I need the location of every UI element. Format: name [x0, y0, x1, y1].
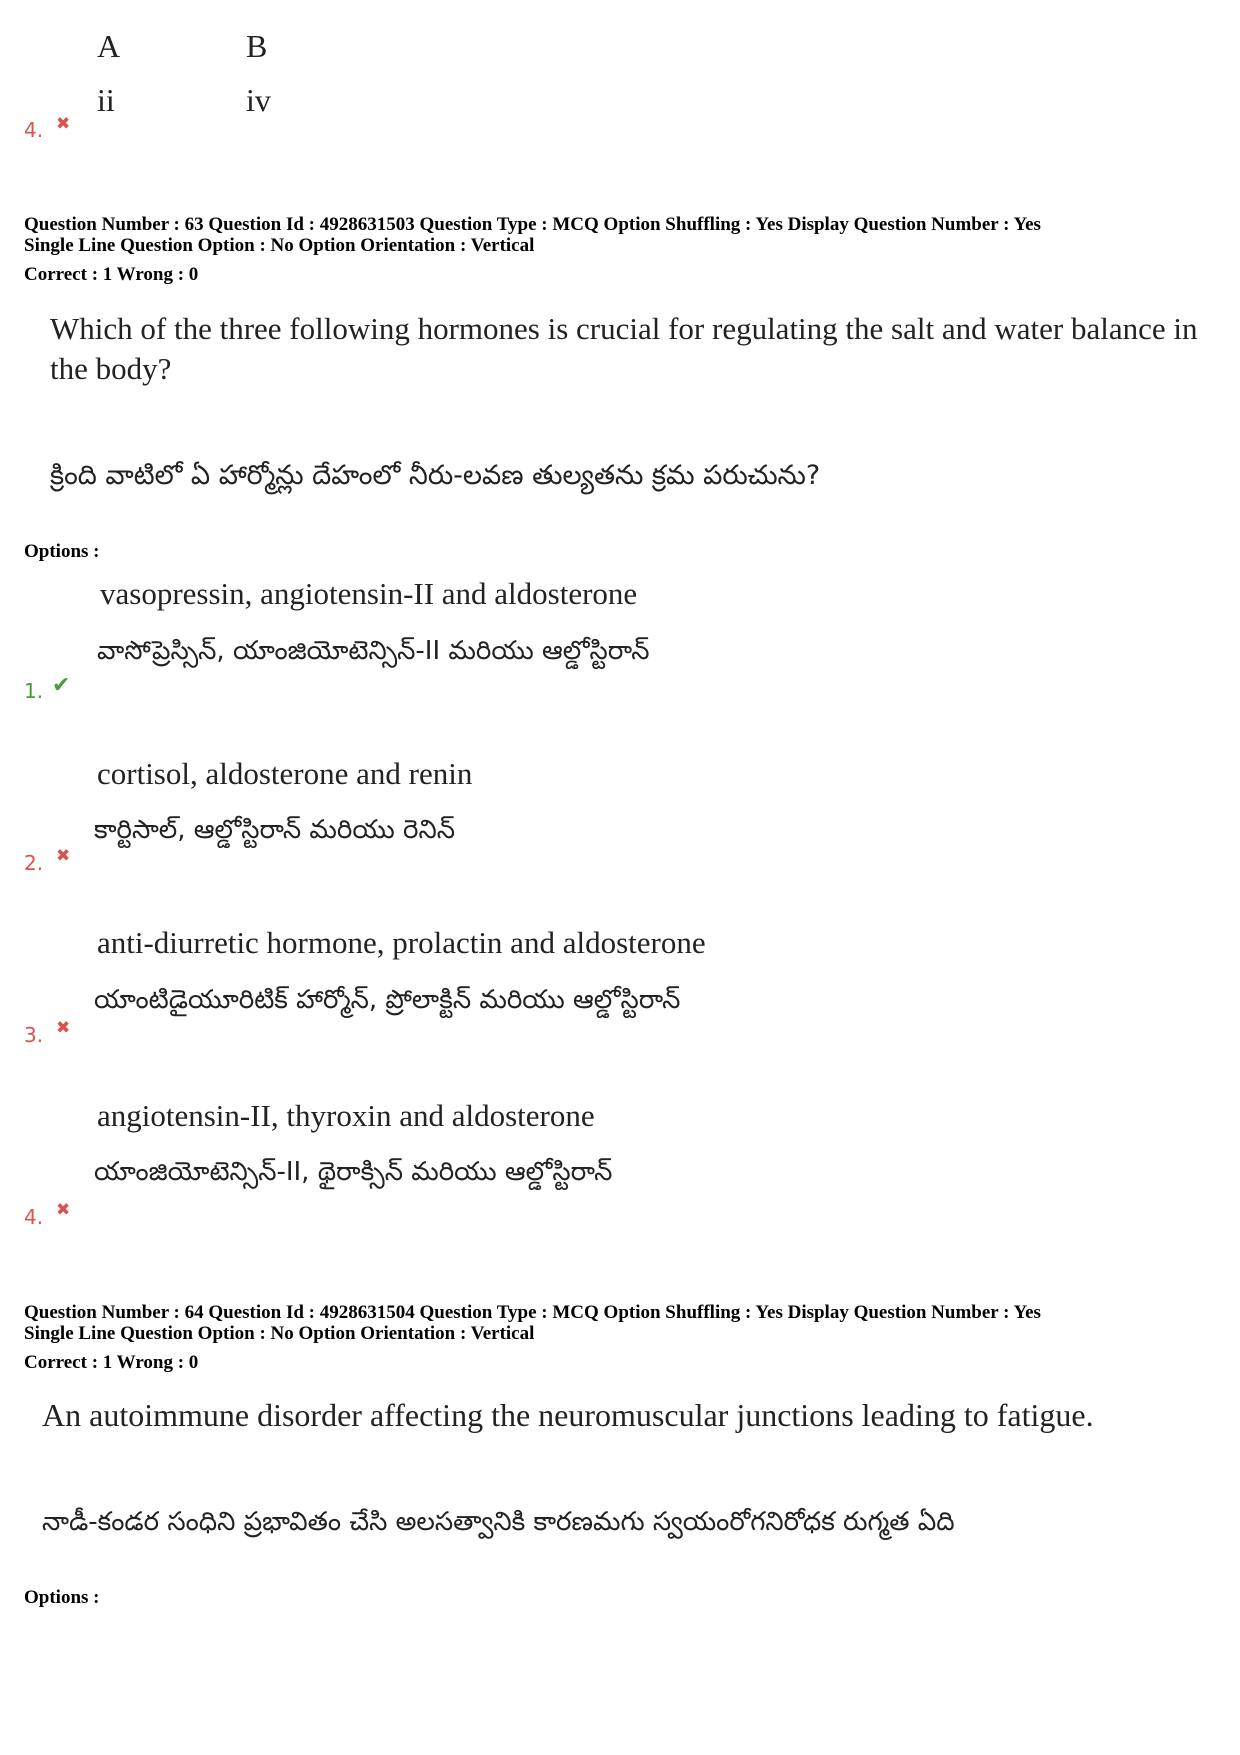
option-4-text-te: యాంజియోటెన్సిన్-II, థైరాక్సిన్ మరియు ఆల్డోస్టిరాన్ — [94, 1157, 613, 1187]
question-63-text-te: క్రింది వాటిలో ఏ హార్మోన్లు దేహంలో నీరు-లవణ తుల్యతను క్రమ పరుచును? — [50, 460, 821, 491]
question-64-scoring: Correct : 1 Wrong : 0 — [24, 1352, 199, 1373]
question-63-meta-line1: Question Number : 63 Question Id : 4928631503 Question Type : MCQ Option Shuffling : Yes Display Question Number : Yes — [24, 214, 1041, 235]
wrong-mark-icon: ✖ — [56, 1018, 71, 1038]
match-column-a-value: ii — [97, 82, 115, 118]
option-4-number: 4. — [24, 1205, 44, 1229]
wrong-mark-icon: ✖ — [56, 1200, 71, 1220]
match-column-b-value: iv — [246, 82, 271, 118]
match-column-a-header: A — [97, 28, 121, 64]
question-64-text-te: నాడీ-కండర సంధిని ప్రభావితం చేసి అలసత్వానికి కారణమగు స్వయంరోగనిరోధక రుగ్మత ఏది — [42, 1507, 955, 1537]
option-3-text-te: యాంటిడైయూరిటిక్ హార్మోన్, ప్రోలాక్టిన్ మరియు ఆల్డోస్టిరాన్ — [94, 985, 681, 1015]
question-63-options-label: Options : — [24, 541, 100, 562]
option-2-text-te: కార్టిసాల్, ఆల్డోస్టిరాన్ మరియు రెనిన్ — [94, 815, 455, 845]
option-1-number: 1. — [24, 679, 44, 703]
question-63-scoring: Correct : 1 Wrong : 0 — [24, 264, 199, 285]
wrong-mark-icon: ✖ — [56, 114, 71, 134]
option-4-text-en: angiotensin-II, thyroxin and aldosterone — [97, 1098, 595, 1133]
question-64-text-en: An autoimmune disorder affecting the neuromuscular junctions leading to fatigue. — [42, 1397, 1094, 1433]
question-63-meta-line2: Single Line Question Option : No Option Orientation : Vertical — [24, 235, 535, 256]
prev-option-number: 4. — [24, 118, 44, 142]
option-2-text-en: cortisol, aldosterone and renin — [97, 756, 473, 791]
question-64-options-label: Options : — [24, 1587, 100, 1608]
wrong-mark-icon: ✖ — [56, 846, 71, 866]
option-2-number: 2. — [24, 851, 44, 875]
match-column-b-header: B — [246, 28, 268, 64]
question-63-text-en: Which of the three following hormones is crucial for regulating the salt and water balance in the body? — [50, 311, 1198, 386]
question-64-meta-line1: Question Number : 64 Question Id : 4928631504 Question Type : MCQ Option Shuffling : Yes Display Question Number : Yes — [24, 1302, 1041, 1323]
option-1-text-te: వాసోప్రెస్సిన్, యాంజియోటెన్సిన్-II మరియు ఆల్డోస్టిరాన్ — [97, 636, 650, 666]
option-3-text-en: anti-diurretic hormone, prolactin and aldosterone — [97, 925, 706, 960]
question-64-meta-line2: Single Line Question Option : No Option Orientation : Vertical — [24, 1323, 535, 1344]
correct-check-icon: ✔ — [52, 673, 71, 698]
option-1-text-en: vasopressin, angiotensin-II and aldosterone — [100, 576, 638, 611]
option-3-number: 3. — [24, 1023, 44, 1047]
